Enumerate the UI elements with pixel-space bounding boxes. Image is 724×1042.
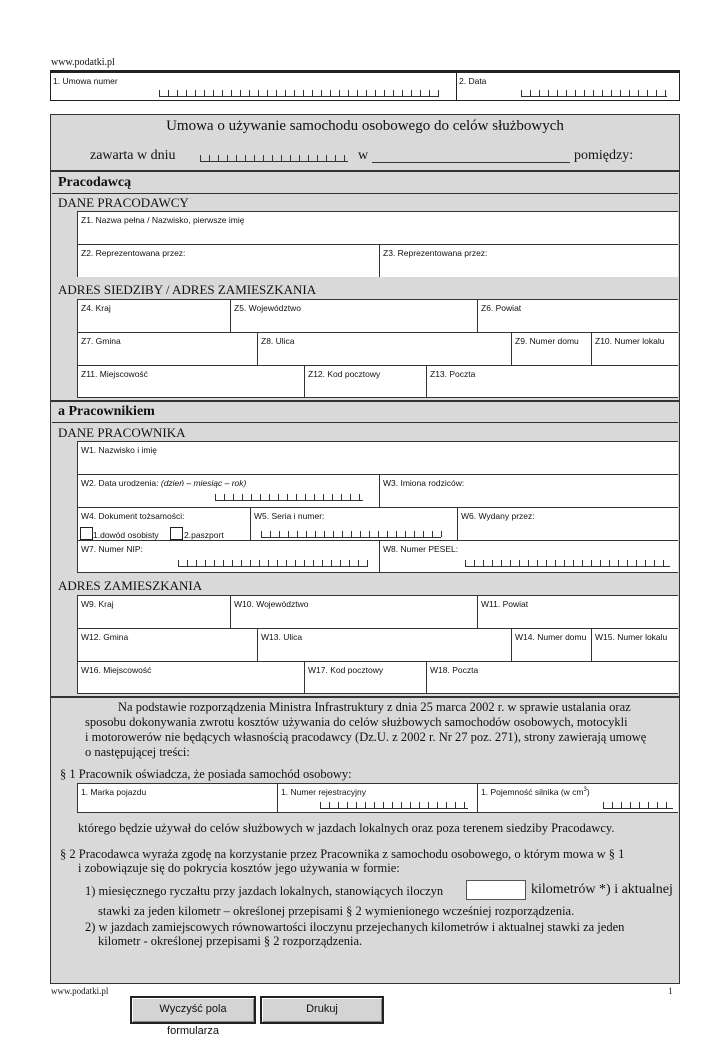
w14-label: W14. Numer domu: [515, 632, 587, 642]
comb-tick: [296, 494, 297, 500]
comb-tick: [360, 531, 361, 537]
option-2-text-b: kilometr - określonej przepisami § 2 rozporządzenia.: [98, 934, 363, 948]
comb-tick: [312, 90, 313, 96]
comb-tick: [295, 560, 296, 566]
w13-label: W13. Ulica: [261, 632, 303, 642]
comb-tick: [375, 90, 376, 96]
comb-tick: [611, 90, 612, 96]
comb-tick: [231, 90, 232, 96]
print-button[interactable]: Drukuj: [260, 996, 384, 1024]
comb-tick: [213, 90, 214, 96]
w4-field: [77, 507, 250, 540]
comb-tick: [455, 802, 456, 808]
comb-tick: [268, 560, 269, 566]
section-2-line-1: § 2 Pracodawca wyraża zgodę na korzystanie przez Pracownika z samochodu osobowego, o którym mowa w § 1: [60, 847, 625, 861]
comb-tick: [483, 560, 484, 566]
comb-tick: [405, 531, 406, 537]
employee-address-heading: ADRES ZAMIESZKANIA: [58, 578, 203, 593]
w16-field[interactable]: [77, 661, 304, 694]
z9-label: Z9. Numer domu: [515, 336, 579, 346]
w8-field[interactable]: [379, 540, 678, 573]
comb-tick: [420, 90, 421, 96]
comb-tick: [365, 802, 366, 808]
comb-tick: [204, 90, 205, 96]
z12-field[interactable]: [304, 365, 426, 398]
z6-label: Z6. Powiat: [481, 303, 522, 313]
comb-tick: [548, 90, 549, 96]
comb-tick: [276, 90, 277, 96]
comb-tick: [263, 155, 264, 161]
w11-label: W11. Powiat: [481, 599, 529, 609]
comb-tick: [378, 531, 379, 537]
comb-tick: [441, 531, 442, 537]
comb-tick: [317, 155, 318, 161]
z7-label: Z7. Gmina: [81, 336, 121, 346]
comb-tick: [320, 802, 321, 808]
w15-label: W15. Numer lokalu: [595, 632, 668, 642]
comb-tick: [347, 802, 348, 808]
comb-tick: [366, 90, 367, 96]
car-registration-label: 1. Numer rejestracyjny: [281, 787, 367, 797]
comb-tick: [270, 531, 271, 537]
comb-tick: [324, 531, 325, 537]
comb-tick: [303, 90, 304, 96]
engine-capacity-field[interactable]: [477, 783, 678, 813]
comb-tick: [305, 494, 306, 500]
comb-tick: [245, 155, 246, 161]
comb-tick: [393, 90, 394, 96]
comb-tick: [267, 90, 268, 96]
use-text: którego będzie używał do celów służbowych w jazdach lokalnych oraz poza terenem siedziby Pracodawcy.: [78, 821, 615, 835]
w11-field[interactable]: [477, 595, 678, 628]
comb-tick: [333, 531, 334, 537]
w2-field[interactable]: [77, 474, 379, 507]
comb-tick: [383, 802, 384, 808]
w5-field[interactable]: [250, 507, 457, 540]
comb-tick: [374, 802, 375, 808]
comb-tick: [209, 155, 210, 161]
comb-tick: [528, 560, 529, 566]
comb-tick: [369, 531, 370, 537]
comb-tick: [241, 560, 242, 566]
w18-label: W18. Poczta: [430, 665, 479, 675]
comb-tick: [332, 494, 333, 500]
comb-tick: [438, 90, 439, 96]
comb-tick: [223, 560, 224, 566]
comb-tick: [339, 90, 340, 96]
w4-label: W4. Dokument tożsamości:: [81, 511, 185, 521]
option-2-text-a: 2) w jazdach zamiejscowych równowartości iloczynu przejechanych kilometrów i aktualnej stawki za jeden: [85, 920, 625, 934]
date-field[interactable]: [521, 91, 667, 97]
comb-tick: [474, 560, 475, 566]
contract-number-field[interactable]: [159, 91, 439, 97]
comb-tick: [342, 531, 343, 537]
comb-tick: [240, 90, 241, 96]
page-number: 1: [668, 986, 673, 996]
comb-tick: [286, 560, 287, 566]
w6-label: W6. Wydany przez:: [461, 511, 535, 521]
comb-tick: [222, 90, 223, 96]
contract-number-row: [50, 72, 680, 101]
intro-line-4: o następującej treści:: [85, 745, 190, 759]
comb-tick: [464, 802, 465, 808]
z2-label: Z2. Reprezentowana przez:: [81, 248, 186, 258]
comb-tick: [278, 494, 279, 500]
comb-tick: [250, 560, 251, 566]
comb-tick: [582, 560, 583, 566]
comb-tick: [329, 802, 330, 808]
car-registration-field[interactable]: [277, 783, 477, 813]
option-1-text-b: kilometrów *) i aktualnej: [531, 882, 673, 897]
comb-tick: [251, 494, 252, 500]
comb-tick: [584, 90, 585, 96]
comb-tick: [326, 155, 327, 161]
comb-tick: [308, 155, 309, 161]
comb-tick: [539, 90, 540, 96]
comb-tick: [177, 90, 178, 96]
comb-tick: [349, 560, 350, 566]
comb-tick: [224, 494, 225, 500]
w2-label: W2. Data urodzenia:: [81, 478, 159, 488]
w2-hint: (dzień – miesiąc – rok): [160, 478, 247, 488]
comb-tick: [566, 90, 567, 96]
comb-tick: [573, 560, 574, 566]
z11-field[interactable]: [77, 365, 304, 398]
comb-tick: [359, 494, 360, 500]
w14-field[interactable]: [511, 628, 591, 661]
w12-label: W12. Gmina: [81, 632, 129, 642]
comb-tick: [232, 560, 233, 566]
z4-field[interactable]: [77, 299, 230, 332]
w7-field[interactable]: [77, 540, 379, 573]
w17-field[interactable]: [304, 661, 426, 694]
comb-tick: [465, 560, 466, 566]
between-label: pomiędzy:: [574, 148, 634, 163]
employee-data-heading: DANE PRACOWNIKA: [58, 425, 186, 440]
z12-label: Z12. Kod pocztowy: [308, 369, 381, 379]
place-field[interactable]: [372, 162, 570, 163]
comb-tick: [621, 802, 622, 808]
w15-field[interactable]: [591, 628, 678, 661]
comb-tick: [341, 494, 342, 500]
z6-field[interactable]: [477, 299, 678, 332]
comb-tick: [656, 90, 657, 96]
comb-tick: [555, 560, 556, 566]
w10-field[interactable]: [230, 595, 477, 628]
clear-form-button[interactable]: Wyczyść pola formularza: [130, 996, 256, 1024]
comb-tick: [227, 155, 228, 161]
z1-field[interactable]: [77, 211, 678, 244]
comb-tick: [392, 802, 393, 808]
comb-tick: [575, 90, 576, 96]
passport-checkbox[interactable]: [170, 527, 183, 540]
comb-tick: [411, 90, 412, 96]
z4-label: Z4. Kraj: [81, 303, 111, 313]
comb-tick: [195, 90, 196, 96]
comb-tick: [322, 560, 323, 566]
in-label: w: [358, 148, 369, 163]
comb-tick: [402, 90, 403, 96]
comb-tick: [367, 560, 368, 566]
z3-field[interactable]: [379, 244, 678, 277]
comb-tick: [663, 560, 664, 566]
comb-tick: [214, 560, 215, 566]
comb-tick: [437, 802, 438, 808]
comb-tick: [428, 802, 429, 808]
w13-field[interactable]: [257, 628, 511, 661]
comb-tick: [159, 90, 160, 96]
w6-field[interactable]: [457, 507, 678, 540]
comb-tick: [233, 494, 234, 500]
option-1-text-c: stawki za jeden kilometr – określonej przepisami § 2 wymienionego wcześniej rozporządzenia.: [98, 904, 575, 918]
section-1-text: § 1 Pracownik oświadcza, że posiada samochód osobowy:: [60, 767, 352, 781]
comb-tick: [419, 802, 420, 808]
comb-tick: [414, 531, 415, 537]
employer-address-heading: ADRES SIEDZIBY / ADRES ZAMIESZKANIA: [58, 282, 317, 297]
id-series-combs[interactable]: [261, 532, 441, 538]
z9-field[interactable]: [511, 332, 591, 365]
comb-tick: [168, 90, 169, 96]
comb-tick: [287, 494, 288, 500]
z5-label: Z5. Województwo: [234, 303, 301, 313]
comb-tick: [501, 560, 502, 566]
w12-field[interactable]: [77, 628, 257, 661]
z8-label: Z8. Ulica: [261, 336, 295, 346]
comb-tick: [285, 90, 286, 96]
w9-field[interactable]: [77, 595, 230, 628]
w1-field[interactable]: [77, 441, 678, 474]
section-2-line-2: i zobowiązuje się do pokrycia kosztów jego używania w formie:: [78, 861, 400, 875]
z13-field[interactable]: [426, 365, 678, 398]
comb-tick: [665, 90, 666, 96]
z5-field[interactable]: [230, 299, 477, 332]
comb-tick: [618, 560, 619, 566]
z2-field[interactable]: [77, 244, 379, 277]
comb-tick: [639, 802, 640, 808]
w17-label: W17. Kod pocztowy: [308, 665, 384, 675]
z11-label: Z11. Miejscowość: [81, 369, 148, 379]
car-make-label: 1. Marka pojazdu: [81, 787, 147, 797]
comb-tick: [557, 90, 558, 96]
employer-heading: Pracodawcą: [58, 175, 132, 190]
comb-tick: [279, 531, 280, 537]
comb-tick: [357, 90, 358, 96]
comb-tick: [315, 531, 316, 537]
comb-tick: [288, 531, 289, 537]
option-1-text-a: 1) miesięcznego ryczałtu przy jazdach lokalnych, stanowiących iloczyn: [85, 884, 444, 898]
z10-field[interactable]: [591, 332, 678, 365]
comb-tick: [254, 155, 255, 161]
comb-tick: [299, 155, 300, 161]
comb-tick: [348, 90, 349, 96]
comb-tick: [340, 560, 341, 566]
z7-field[interactable]: [77, 332, 257, 365]
comb-tick: [627, 560, 628, 566]
comb-tick: [546, 560, 547, 566]
comb-tick: [260, 494, 261, 500]
nip-combs[interactable]: [178, 561, 368, 567]
comb-tick: [218, 155, 219, 161]
comb-tick: [323, 494, 324, 500]
engine-capacity-close: ): [586, 787, 590, 797]
comb-tick: [313, 560, 314, 566]
comb-tick: [564, 560, 565, 566]
engine-capacity-sup: 3: [583, 787, 587, 794]
z3-label: Z3. Reprezentowana przez:: [383, 248, 488, 258]
site-header: www.podatki.pl: [51, 57, 115, 68]
id-card-label: 1.dowód osobisty: [93, 530, 159, 540]
comb-tick: [338, 802, 339, 808]
comb-tick: [645, 560, 646, 566]
comb-tick: [306, 531, 307, 537]
comb-tick: [492, 560, 493, 566]
comb-tick: [593, 90, 594, 96]
comb-tick: [432, 531, 433, 537]
comb-tick: [249, 90, 250, 96]
id-card-checkbox[interactable]: [80, 527, 93, 540]
comb-tick: [384, 90, 385, 96]
w3-field[interactable]: [379, 474, 678, 507]
pesel-combs[interactable]: [465, 561, 670, 567]
date-label: 2. Data: [459, 76, 487, 86]
comb-tick: [609, 560, 610, 566]
comb-tick: [294, 90, 295, 96]
comb-tick: [519, 560, 520, 566]
comb-tick: [654, 560, 655, 566]
comb-tick: [510, 560, 511, 566]
intro-line-3: i motorowerów nie będących własnością pracodawcy (Dz.U. z 2002 r. Nr 27 poz. 271), strony zawierają umowę: [85, 730, 647, 744]
comb-tick: [603, 802, 604, 808]
comb-tick: [600, 560, 601, 566]
w1-label: W1. Nazwisko i imię: [81, 445, 158, 455]
comb-tick: [647, 90, 648, 96]
concluded-label: zawarta w dniu: [90, 148, 176, 163]
comb-tick: [429, 90, 430, 96]
z13-label: Z13. Poczta: [430, 369, 476, 379]
comb-tick: [630, 802, 631, 808]
comb-tick: [314, 494, 315, 500]
comb-tick: [401, 802, 402, 808]
comb-tick: [648, 802, 649, 808]
comb-tick: [200, 155, 201, 161]
comb-tick: [591, 560, 592, 566]
comb-tick: [335, 155, 336, 161]
comb-tick: [657, 802, 658, 808]
comb-tick: [321, 90, 322, 96]
car-make-field[interactable]: [77, 783, 277, 813]
w8-label: W8. Numer PESEL:: [383, 544, 459, 554]
site-footer: www.podatki.pl: [51, 986, 109, 996]
comb-tick: [331, 560, 332, 566]
comb-tick: [358, 560, 359, 566]
w10-label: W10. Województwo: [234, 599, 309, 609]
comb-tick: [259, 560, 260, 566]
comb-tick: [277, 560, 278, 566]
comb-tick: [351, 531, 352, 537]
intro-line-2: sposobu dokonywania zwrotu kosztów używania do celów służbowych samochodów osobowych, motocykli: [85, 715, 628, 729]
comb-tick: [269, 494, 270, 500]
engine-combs[interactable]: [603, 803, 673, 809]
comb-tick: [344, 155, 345, 161]
kilometers-input[interactable]: [466, 880, 526, 900]
comb-tick: [242, 494, 243, 500]
comb-tick: [258, 90, 259, 96]
comb-tick: [290, 155, 291, 161]
comb-tick: [215, 494, 216, 500]
employer-data-heading: DANE PRACODAWCY: [58, 195, 189, 210]
registration-combs[interactable]: [320, 803, 468, 809]
w16-label: W16. Miejscowość: [81, 665, 152, 675]
w7-label: W7. Numer NIP:: [81, 544, 143, 554]
w18-field[interactable]: [426, 661, 678, 694]
comb-tick: [350, 494, 351, 500]
comb-tick: [272, 155, 273, 161]
comb-tick: [297, 531, 298, 537]
w3-label: W3. Imiona rodziców:: [383, 478, 465, 488]
comb-tick: [261, 531, 262, 537]
comb-tick: [356, 802, 357, 808]
comb-tick: [387, 531, 388, 537]
z1-label: Z1. Nazwa pełna / Nazwisko, pierwsze imię: [81, 215, 245, 225]
comb-tick: [666, 802, 667, 808]
birth-date-combs[interactable]: [215, 495, 363, 501]
comb-tick: [281, 155, 282, 161]
comb-tick: [186, 90, 187, 96]
form-title: Umowa o używanie samochodu osobowego do celów służbowych: [166, 118, 564, 134]
comb-tick: [330, 90, 331, 96]
comb-tick: [620, 90, 621, 96]
comb-tick: [612, 802, 613, 808]
comb-tick: [629, 90, 630, 96]
comb-tick: [638, 90, 639, 96]
comb-tick: [396, 531, 397, 537]
passport-label: 2.paszport: [184, 530, 224, 540]
comb-tick: [423, 531, 424, 537]
comb-tick: [537, 560, 538, 566]
comb-tick: [205, 560, 206, 566]
comb-tick: [304, 560, 305, 566]
comb-tick: [636, 560, 637, 566]
comb-tick: [236, 155, 237, 161]
comb-tick: [196, 560, 197, 566]
comb-tick: [446, 802, 447, 808]
w5-label: W5. Seria i numer:: [254, 511, 325, 521]
z10-label: Z10. Numer lokalu: [595, 336, 665, 346]
comb-tick: [602, 90, 603, 96]
employee-heading: a Pracownikiem: [58, 404, 155, 419]
comb-tick: [187, 560, 188, 566]
comb-tick: [410, 802, 411, 808]
comb-tick: [530, 90, 531, 96]
z8-field[interactable]: [257, 332, 511, 365]
comb-tick: [178, 560, 179, 566]
contract-number-label: 1. Umowa numer: [53, 76, 118, 86]
engine-capacity-label: 1. Pojemność silnika (w cm: [481, 787, 584, 797]
intro-line-1: Na podstawie rozporządzenia Ministra Infrastruktury z dnia 25 marca 2002 r. w sprawie ustalania oraz: [118, 700, 631, 714]
w9-label: W9. Kraj: [81, 599, 114, 609]
comb-tick: [521, 90, 522, 96]
concluded-date-field[interactable]: [200, 156, 348, 162]
